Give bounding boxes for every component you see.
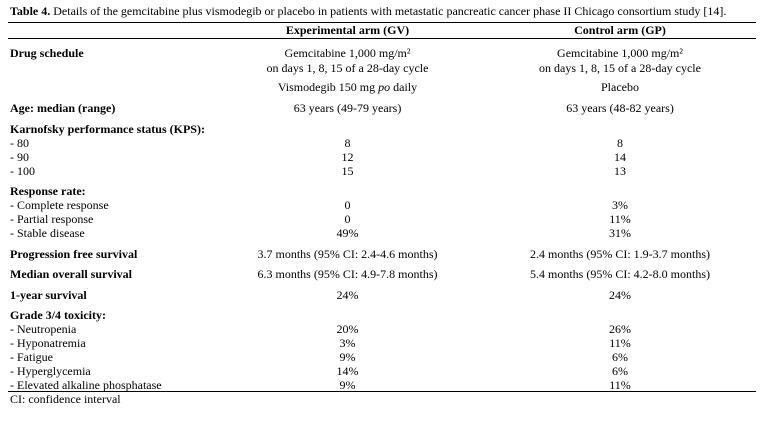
os-exp: 6.3 months (95% CI: 4.9-7.8 months) [257, 267, 438, 281]
pfs-ctl: 2.4 months (95% CI: 1.9-3.7 months) [530, 247, 710, 261]
response-row-label: - Complete response [10, 198, 109, 212]
response-row-ctl: 3% [612, 198, 628, 212]
kps-label: Karnofsky performance status (KPS): [10, 122, 205, 136]
one-year-label: 1-year survival [10, 288, 87, 302]
table-caption [10, 4, 755, 19]
response-label: Response rate: [10, 184, 86, 198]
kps-row-ctl: 13 [614, 164, 626, 178]
toxicity-row-ctl: 11% [609, 378, 631, 392]
drug-schedule-ctl-line2: on days 1, 8, 15 of a 28-day cycle [539, 61, 701, 75]
response-row-label: - Partial response [10, 212, 94, 226]
response-row-exp: 49% [336, 226, 359, 240]
toxicity-row-label: - Fatigue [10, 350, 53, 364]
pfs-exp: 3.7 months (95% CI: 2.4-4.6 months) [257, 247, 438, 261]
response-row-ctl: 31% [609, 226, 631, 240]
toxicity-row-exp: 14% [336, 364, 359, 378]
one-year-exp: 24% [336, 288, 359, 302]
response-row-exp: 0 [344, 198, 351, 212]
drug-schedule-label: Drug schedule [10, 46, 84, 60]
drug-schedule-exp-line3c: daily [390, 80, 418, 94]
toxicity-row-ctl: 26% [609, 322, 631, 336]
toxicity-row-ctl: 11% [609, 336, 631, 350]
kps-row-exp: 8 [344, 136, 351, 150]
drug-schedule-exp-line2: on days 1, 8, 15 of a 28-day cycle [266, 61, 429, 75]
footnote: CI: confidence interval [10, 392, 121, 406]
age-label: Age: median (range) [10, 101, 116, 115]
table-caption-text: Details of the gemcitabine plus vismodegib or placebo in patients with metastatic pancreatic cancer phase II Chicago consortium study [14]. [53, 4, 727, 18]
drug-schedule-exp-line3 [220, 80, 475, 94]
toxicity-row-label: - Hyperglycemia [10, 364, 91, 378]
age-exp: 63 years (49-79 years) [293, 101, 402, 115]
drug-schedule-ctl-line1: Gemcitabine 1,000 mg/m² [557, 46, 683, 60]
drug-schedule-exp-line3a: Vismodegib 150 mg [277, 80, 379, 94]
toxicity-row-ctl: 6% [612, 364, 628, 378]
toxicity-row-exp: 3% [339, 336, 356, 350]
response-row-label: - Stable disease [10, 226, 85, 240]
drug-schedule-exp-line1: Gemcitabine 1,000 mg/m² [284, 46, 411, 60]
kps-row-exp: 15 [341, 164, 354, 178]
drug-schedule-ctl-line3: Placebo [601, 80, 639, 94]
one-year-ctl: 24% [609, 288, 631, 302]
os-ctl: 5.4 months (95% CI: 4.2-8.0 months) [530, 267, 710, 281]
kps-row-label: - 80 [10, 136, 29, 150]
table-caption-label: Table 4. [10, 4, 51, 18]
toxicity-label: Grade 3/4 toxicity: [10, 308, 106, 322]
age-ctl: 63 years (48-82 years) [566, 101, 674, 115]
os-label: Median overall survival [10, 267, 132, 281]
header-experimental-arm: Experimental arm (GV) [285, 23, 410, 37]
toxicity-row-exp: 20% [336, 322, 359, 336]
kps-row-ctl: 14 [614, 150, 626, 164]
kps-row-ctl: 8 [617, 136, 623, 150]
toxicity-row-exp: 9% [339, 378, 356, 392]
toxicity-row-label: - Neutropenia [10, 322, 77, 336]
response-row-ctl: 11% [609, 212, 631, 226]
toxicity-row-label: - Elevated alkaline phosphatase [10, 378, 162, 392]
toxicity-row-exp: 9% [339, 350, 356, 364]
kps-row-exp: 12 [341, 150, 354, 164]
kps-row-label: - 90 [10, 150, 29, 164]
header-control-arm: Control arm (GP) [574, 23, 666, 37]
toxicity-row-label: - Hyponatremia [10, 336, 86, 350]
drug-schedule-exp-route: po [378, 80, 391, 94]
header-rule [8, 38, 756, 39]
toxicity-row-ctl: 6% [612, 350, 628, 364]
response-row-exp: 0 [344, 212, 351, 226]
pfs-label: Progression free survival [10, 247, 138, 261]
kps-row-label: - 100 [10, 164, 35, 178]
